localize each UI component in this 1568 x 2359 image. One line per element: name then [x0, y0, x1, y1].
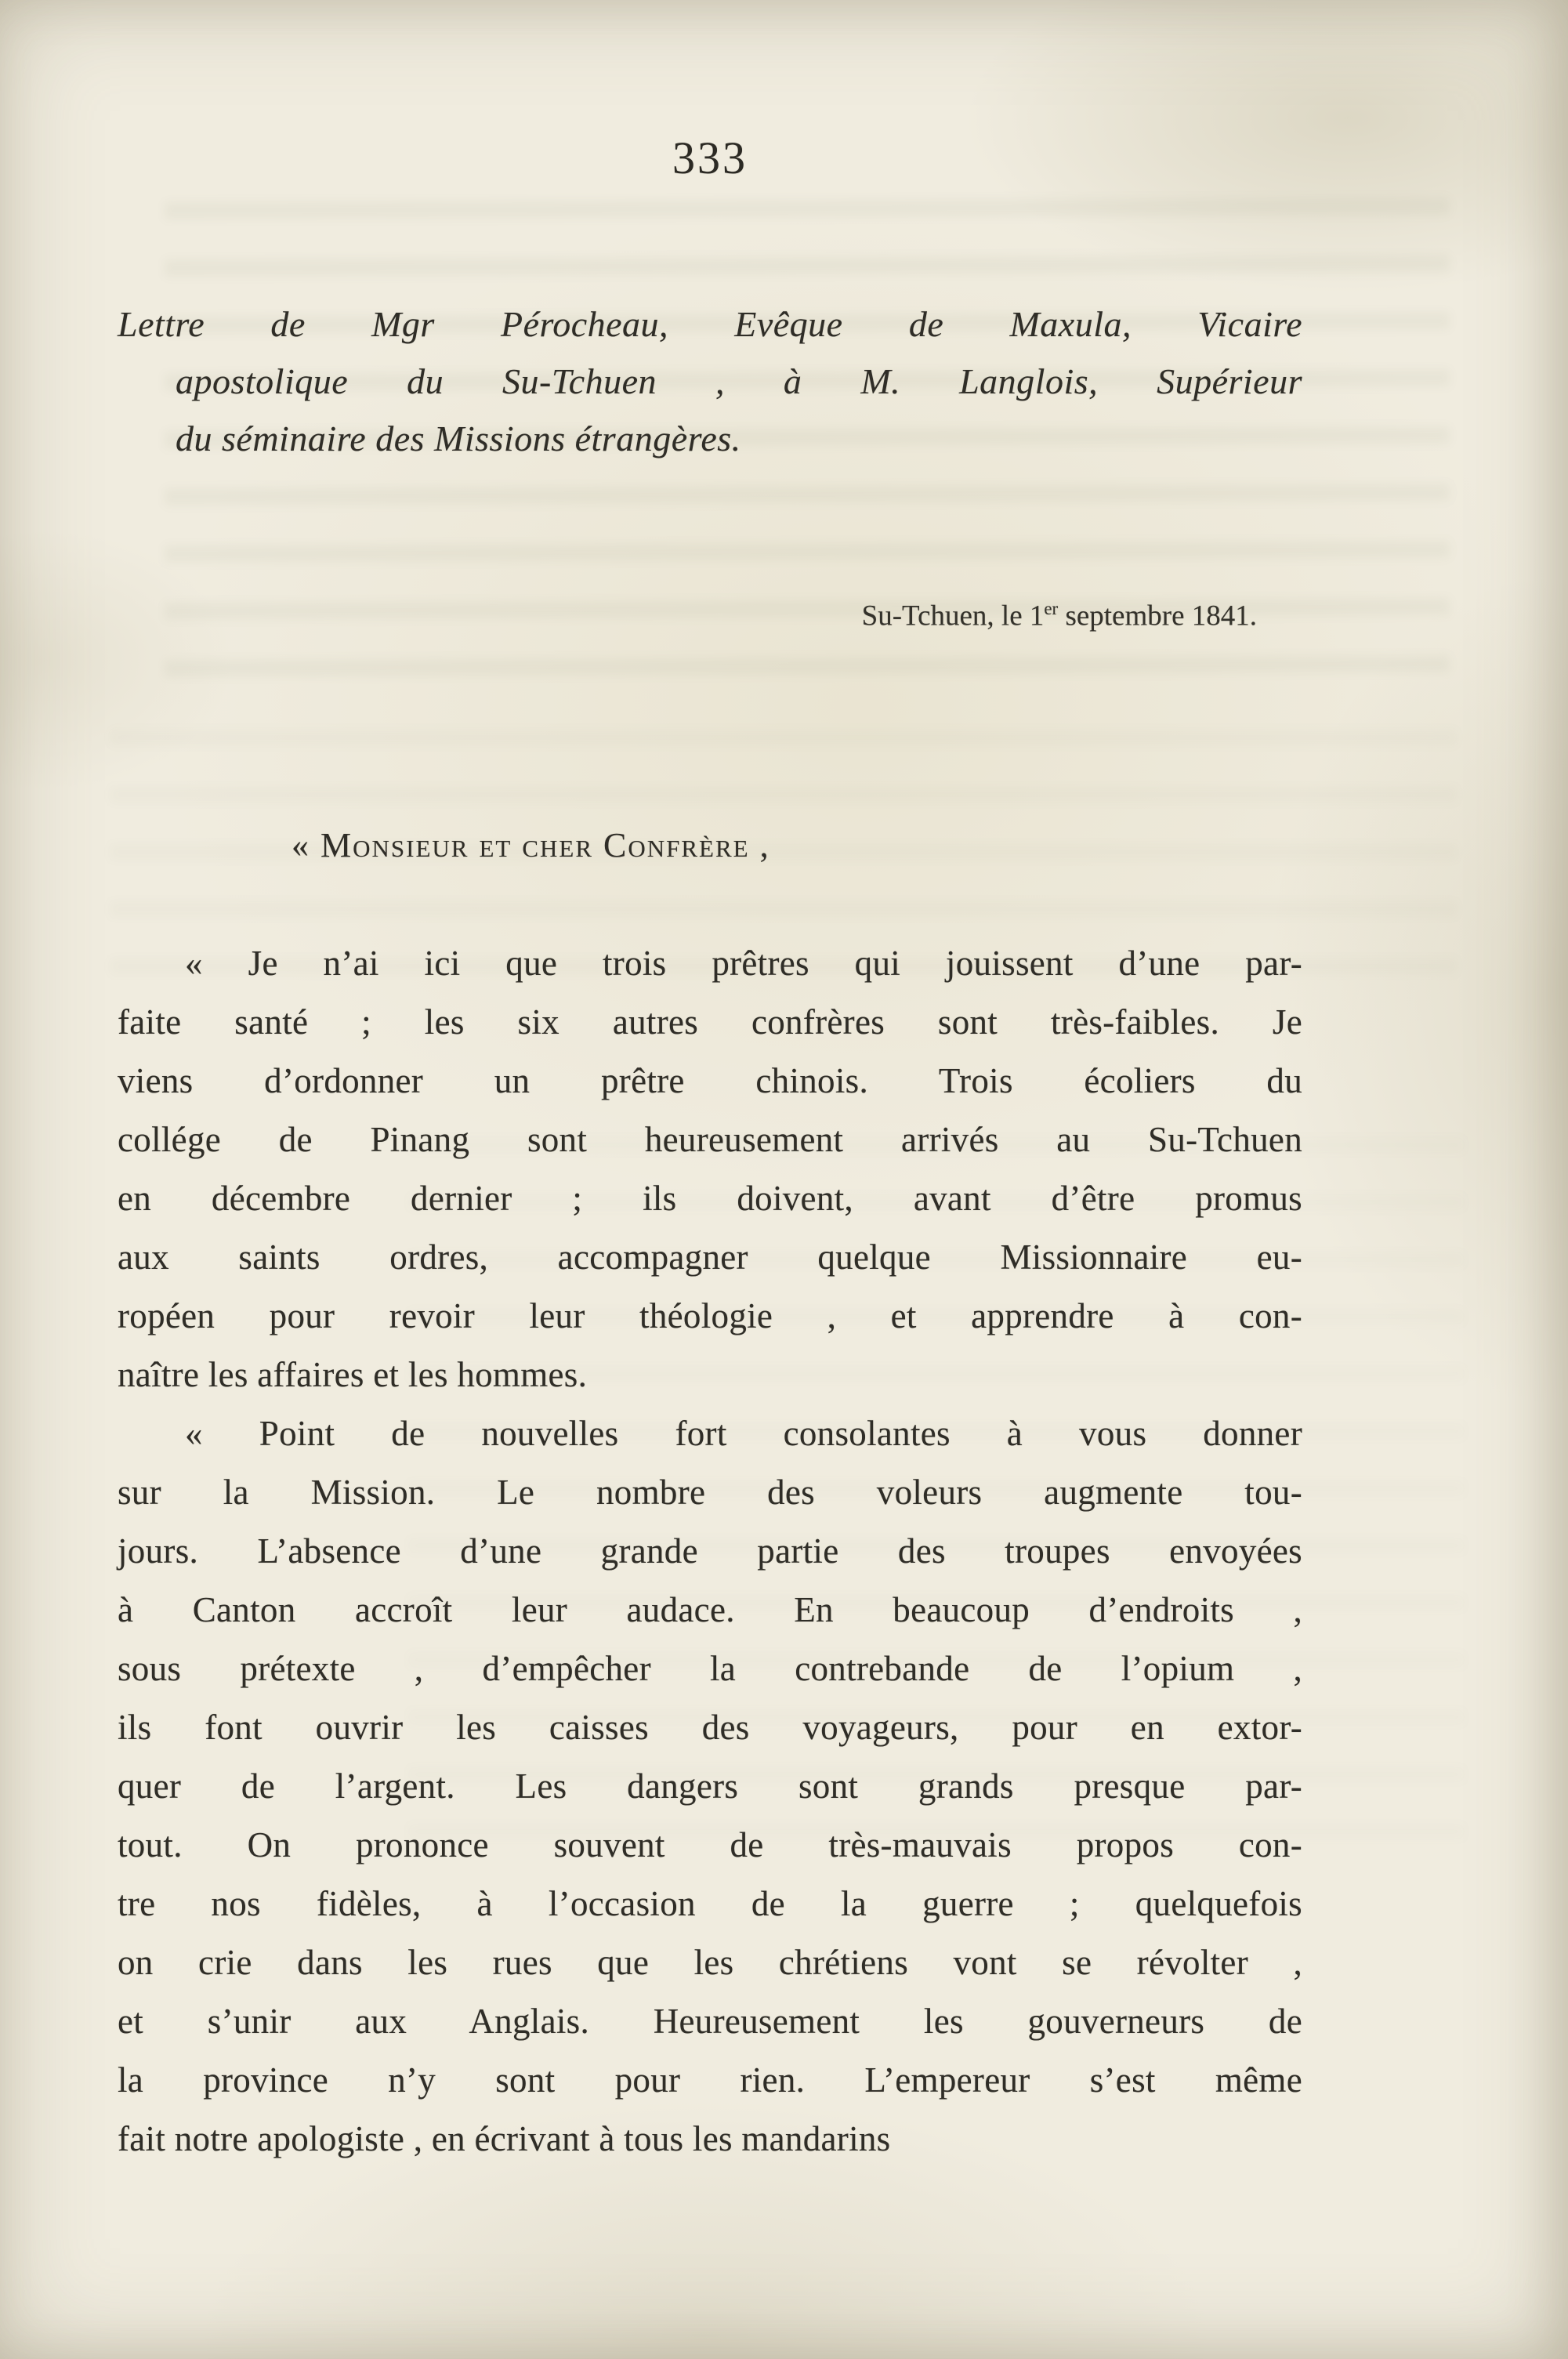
letter-body — [118, 934, 1302, 2169]
heading-line: du séminaire des Missions étrangères. — [176, 419, 741, 458]
paragraph — [118, 934, 1302, 1404]
letter-heading — [118, 295, 1302, 467]
text-line: « Point de nouvelles fort consolantes à vous donner — [185, 1414, 1302, 1454]
text-line: sous prétexte , d’empêcher la contrebande de l’opium , — [118, 1649, 1302, 1689]
dateline-place-date: Su-Tchuen, le 1 — [861, 600, 1045, 632]
dateline-month-year: septembre 1841. — [1058, 600, 1257, 632]
heading-line: apostolique du Su-Tchuen , à M. Langlois, Supérieur — [176, 361, 1302, 401]
page-number: 333 — [672, 132, 748, 183]
text-line: quer de l’argent. Les dangers sont grands presque par- — [118, 1767, 1302, 1806]
text-line: à Canton accroît leur audace. En beaucoup d’endroits , — [118, 1590, 1302, 1630]
text-line: « Je n’ai ici que trois prêtres qui jouissent d’une par- — [185, 944, 1302, 984]
text-line: aux saints ordres, accompagner quelque Missionnaire eu- — [118, 1237, 1302, 1277]
dateline-ordinal: er — [1044, 599, 1059, 618]
text-line: ropéen pour revoir leur théologie , et apprendre à con- — [118, 1296, 1302, 1336]
text-line: jours. L’absence d’une grande partie des troupes envoyées — [118, 1531, 1302, 1571]
text-line: en décembre dernier ; ils doivent, avant d’être promus — [118, 1179, 1302, 1219]
text-line: tre nos fidèles, à l’occasion de la guerre ; quelquefois — [118, 1884, 1302, 1924]
text-line: tout. On prononce souvent de très-mauvais propos con- — [118, 1825, 1302, 1865]
text-line: ils font ouvrir les caisses des voyageurs, pour en extor- — [118, 1708, 1302, 1748]
page-content — [118, 0, 1302, 2169]
text-line: faite santé ; les six autres confrères sont très-faibles. Je — [118, 1002, 1302, 1042]
paragraph — [118, 1404, 1302, 2169]
text-line: sur la Mission. Le nombre des voleurs augmente tou- — [118, 1473, 1302, 1513]
text-line: on crie dans les rues que les chrétiens vont se révolter , — [118, 1943, 1302, 1983]
text-line: et s’unir aux Anglais. Heureusement les gouverneurs de — [118, 2002, 1302, 2042]
heading-line: Lettre de Mgr Pérocheau, Evêque de Maxula, Vicaire — [118, 304, 1302, 344]
text-line: fait notre apologiste , en écrivant à tous les mandarins — [118, 2119, 891, 2159]
text-line: la province n’y sont pour rien. L’empereur s’est même — [118, 2060, 1302, 2100]
text-line: viens d’ordonner un prêtre chinois. Trois écoliers du — [118, 1061, 1302, 1101]
dateline — [118, 599, 1302, 632]
text-line: collége de Pinang sont heureusement arrivés au Su-Tchuen — [118, 1120, 1302, 1160]
salutation: « Monsieur et cher Confrère , — [292, 826, 770, 865]
text-line: naître les affaires et les hommes. — [118, 1355, 588, 1395]
